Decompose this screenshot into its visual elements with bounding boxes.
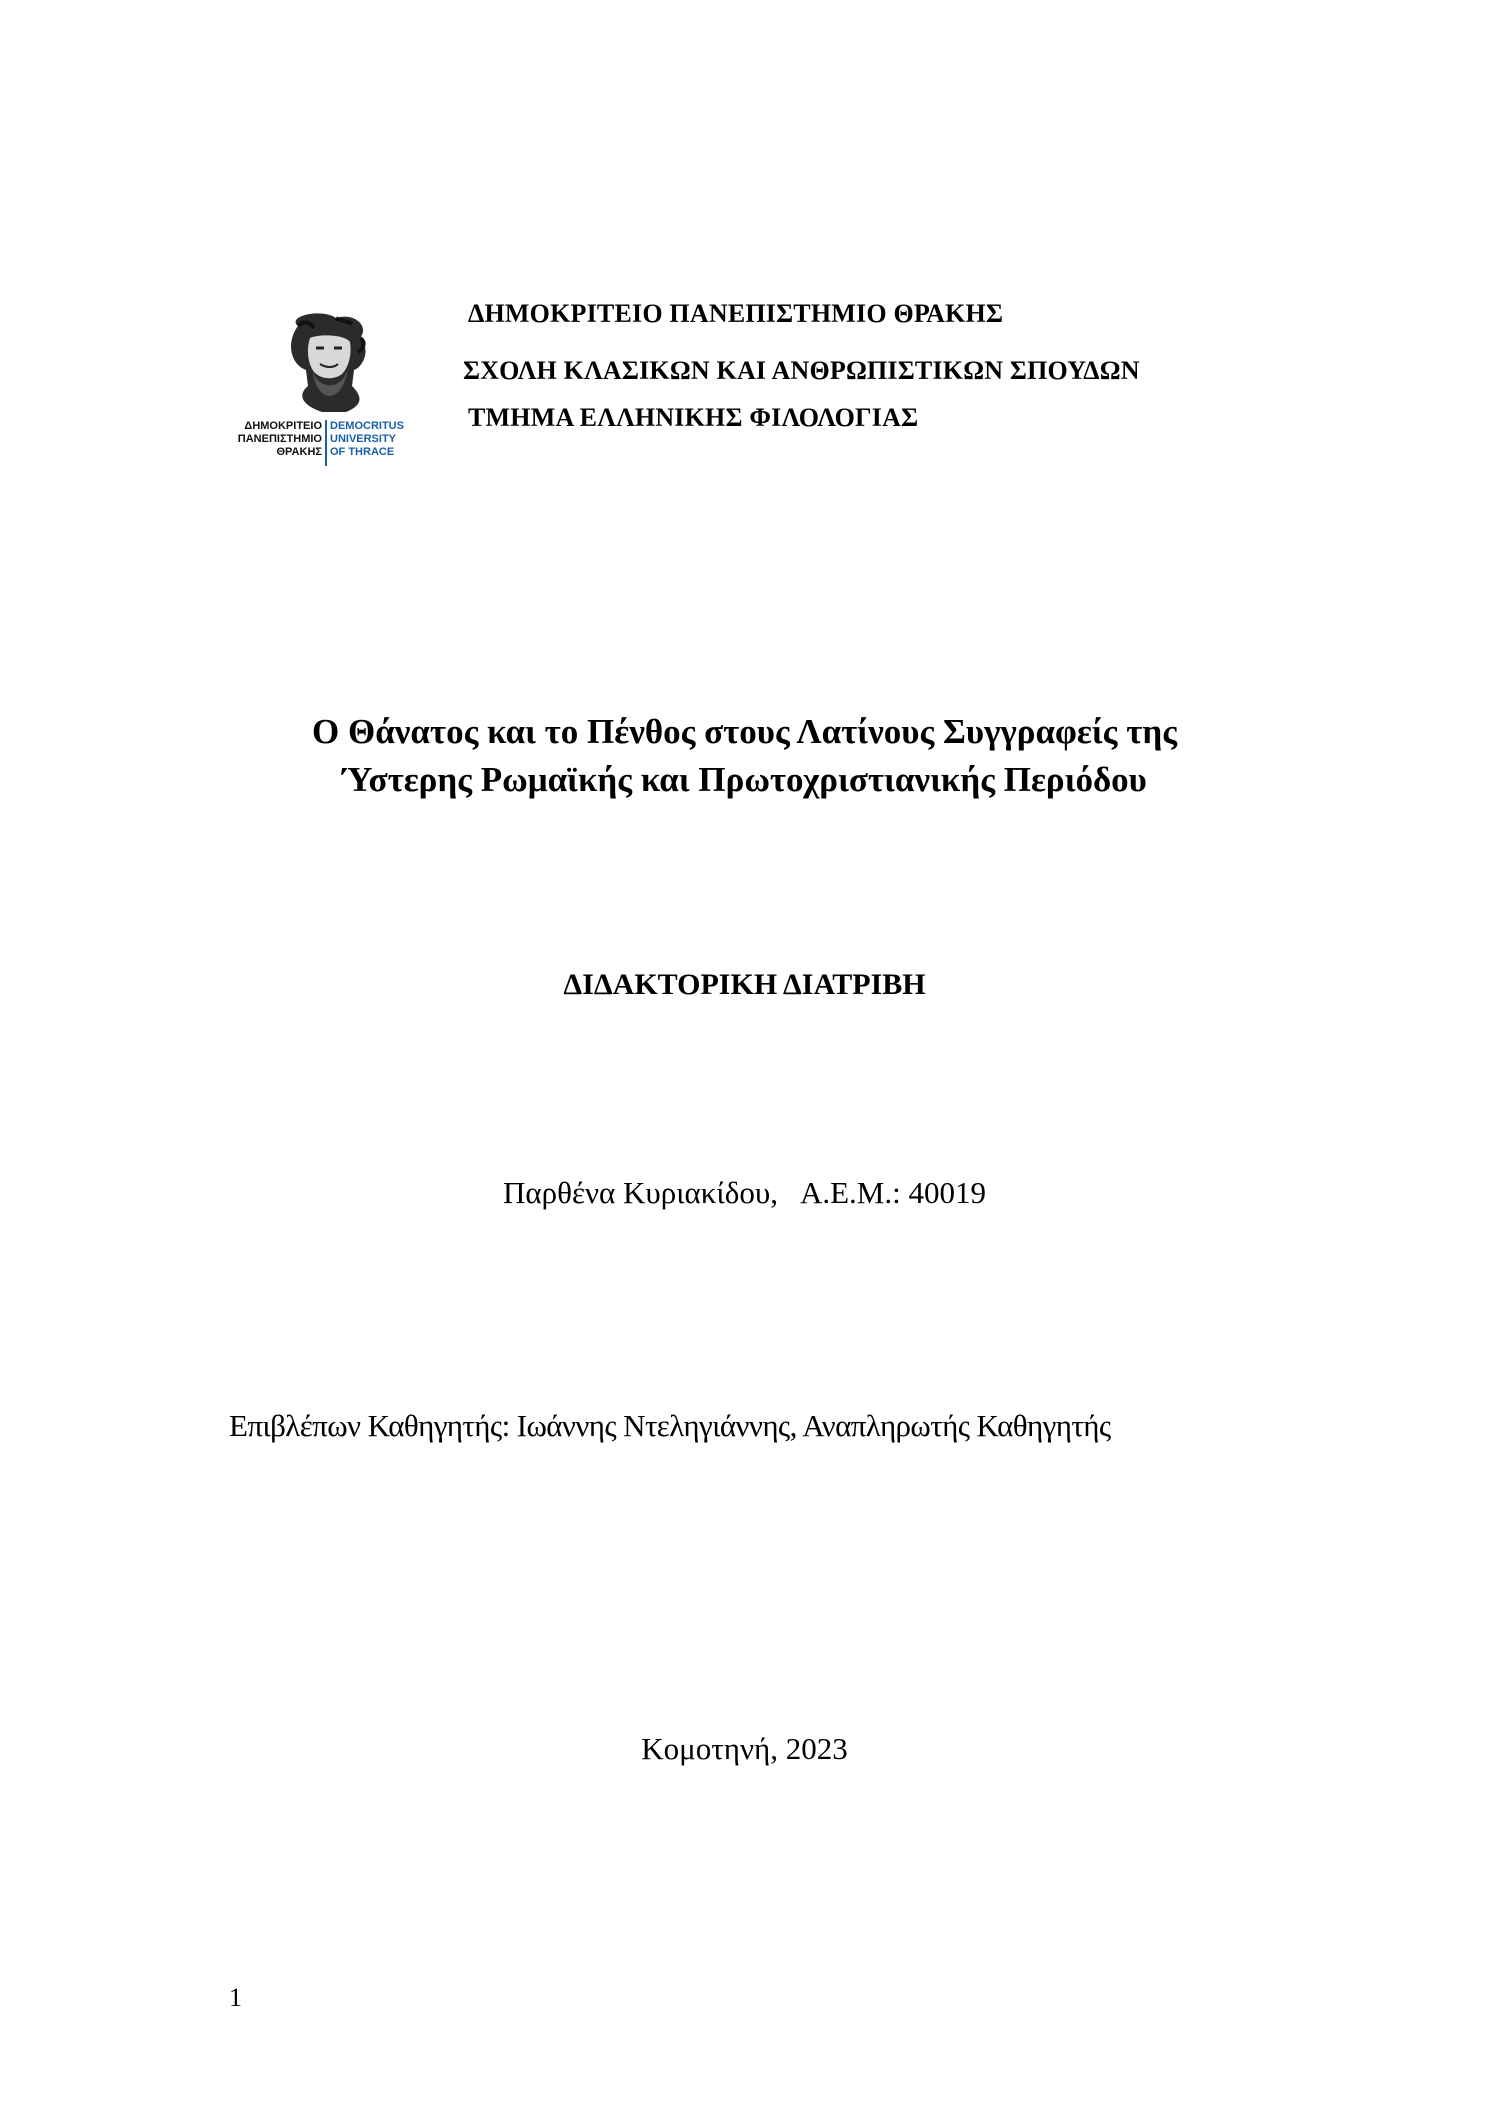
thesis-title	[0, 708, 1489, 804]
thesis-title-line-2: Ύστερης Ρωμαϊκής και Πρωτοχριστιανικής Περιόδου	[342, 760, 1147, 799]
thesis-title-line-1: Ο Θάνατος και το Πένθος στους Λατίνους Συγγραφείς της	[312, 712, 1177, 751]
author-name: Παρθένα Κυριακίδου,	[503, 1175, 778, 1210]
supervisor-line: Επιβλέπων Καθηγητής: Ιωάννης Ντεληγιάννης, Αναπληρωτής Καθηγητής	[229, 1408, 1111, 1443]
school-name: ΣΧΟΛΗ ΚΛΑΣΙΚΩΝ ΚΑΙ ΑΝΘΡΩΠΙΣΤΙΚΩΝ ΣΠΟΥΔΩΝ	[463, 356, 1140, 385]
logo-text-greek-line: ΘΡΑΚΗΣ	[276, 446, 322, 458]
logo-text-english	[330, 420, 404, 459]
department-name: ΤΜΗΜΑ ΕΛΛΗΝΙΚΗΣ ΦΙΛΟΛΟΓΙΑΣ	[468, 403, 919, 432]
logo-text-english-line: OF THRACE	[330, 446, 395, 458]
university-name: ΔΗΜΟΚΡΙΤΕΙΟ ΠΑΝΕΠΙΣΤΗΜΙΟ ΘΡΑΚΗΣ	[468, 299, 1004, 328]
logo-text-greek-line: ΔΗΜΟΚΡΙΤΕΙΟ	[244, 420, 322, 432]
university-logo	[226, 308, 426, 466]
logo-text-greek	[238, 420, 322, 459]
logo-text-english-line: UNIVERSITY	[330, 433, 397, 445]
author-id: Α.Ε.Μ.: 40019	[799, 1175, 986, 1210]
logo-text-greek-line: ΠΑΝΕΠΙΣΤΗΜΙΟ	[237, 433, 322, 445]
place-date: Κομοτηνή, 2023	[641, 1731, 848, 1766]
bust-icon	[291, 313, 366, 412]
document-type: ΔΙΔΑΚΤΟΡΙΚΗ ΔΙΑΤΡΙΒΗ	[563, 968, 926, 1001]
page-number: 1	[229, 1983, 242, 2012]
author-line	[0, 1175, 1489, 1211]
logo-text-english-line: DEMOCRITUS	[330, 420, 404, 432]
